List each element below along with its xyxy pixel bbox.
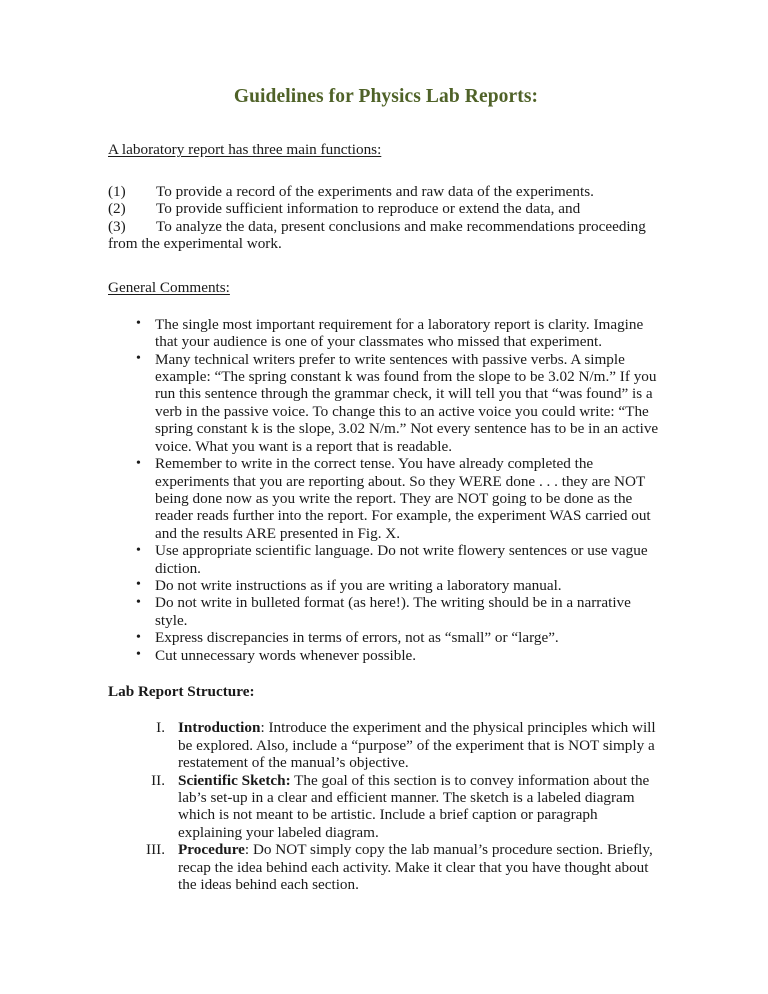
list-item-text: : Introduce the experiment and the physical principles which will be explored. Also, include a “purpose” of the experiment that is NOT simply a restatement of the manual’s objective. xyxy=(178,719,656,772)
list-item: • The single most important requirement for a laboratory report is clarity. Imagine that your audience is one of your classmates who missed that experiment. xyxy=(108,316,664,351)
list-item xyxy=(108,772,664,842)
list-item xyxy=(108,841,664,893)
list-item xyxy=(108,183,664,200)
list-item-text: To analyze the data, present conclusions and make recommendations proceeding xyxy=(156,217,646,235)
list-item-text: To provide a record of the experiments and raw data of the experiments. xyxy=(156,182,594,200)
list-item-text: To provide sufficient information to reproduce or extend the data, and xyxy=(156,200,581,218)
list-item-lead: Introduction xyxy=(178,719,261,737)
list-item: • Do not write instructions as if you are writing a laboratory manual. xyxy=(108,577,664,594)
general-comments-list xyxy=(108,316,664,664)
list-item-marker: III. xyxy=(146,841,165,859)
lab-report-structure-list xyxy=(108,719,664,893)
list-item-marker: (2) xyxy=(108,200,126,218)
list-item-marker: I. xyxy=(156,719,165,737)
list-item: • Do not write in bulleted format (as here!). The writing should be in a narrative style. xyxy=(108,594,664,629)
list-item-lead: Procedure xyxy=(178,841,245,859)
list-item-text: The goal of this section is to convey information about the lab’s set-up in a clear and efficient manner. The sketch is a labeled diagram which is not meant to be artistic. Include a brief caption or paragraph explaining your labeled diagram. xyxy=(178,771,650,841)
list-item-text: : Do NOT simply copy the lab manual’s procedure section. Briefly, recap the idea behind each activity. Make it clear that you have thought about the ideas behind each section. xyxy=(178,841,653,894)
document-content xyxy=(108,0,664,893)
page-title: Guidelines for Physics Lab Reports: xyxy=(233,86,539,107)
list-item xyxy=(108,218,664,235)
list-item: • Cut unnecessary words whenever possible. xyxy=(108,647,664,664)
general-comments-heading: General Comments: xyxy=(108,279,230,297)
list-item: • Use appropriate scientific language. Do not write flowery sentences or use vague diction. xyxy=(108,542,664,577)
functions-list-continuation: from the experimental work. xyxy=(108,235,282,253)
lab-report-structure-heading: Lab Report Structure: xyxy=(108,682,255,700)
list-item-lead: Scientific Sketch: xyxy=(178,771,291,789)
list-item: • Many technical writers prefer to write sentences with passive verbs. A simple example: “The spring constant k was found from the slope to be 3.02 N/m.” If you run this sentence through the grammar check, it will tell you that “was found” is a verb in the passive voice. To change this to an active voice you could write: “The spring constant k is the slope, 3.02 N/m.” Not every sentence has to be in an active voice. What you want is a report that is readable. xyxy=(108,351,664,455)
list-item: • Express discrepancies in terms of errors, not as “small” or “large”. xyxy=(108,629,664,646)
list-item-marker: II. xyxy=(151,771,165,789)
functions-list xyxy=(108,183,664,253)
list-item xyxy=(108,719,664,771)
list-item-marker: (1) xyxy=(108,182,126,200)
list-item-marker: (3) xyxy=(108,217,126,235)
functions-heading: A laboratory report has three main functions: xyxy=(108,141,382,159)
list-item: • Remember to write in the correct tense. You have already completed the experiments that you are reporting about. So they WERE done . . . they are NOT being done now as you write the report. They are NOT going to be done as the reader reads further into the report. For example, the experiment WAS carried out and the results ARE presented in Fig. X. xyxy=(108,455,664,542)
list-item xyxy=(108,200,664,217)
